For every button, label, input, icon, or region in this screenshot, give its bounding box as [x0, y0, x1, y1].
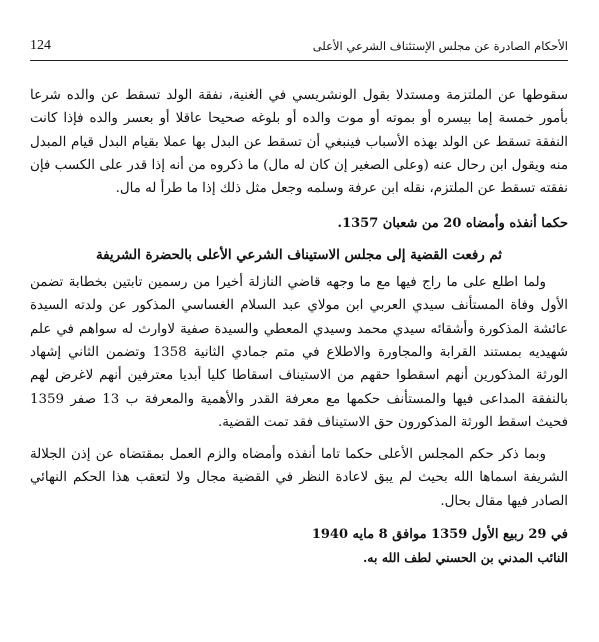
running-title: الأحكام الصادرة عن مجلس الإستئناف الشرعي الأعلى [312, 39, 568, 53]
date-line: في 29 ربيع الأول 1359 موافق 8 مايه 1940 [311, 527, 568, 543]
page-number: 124 [30, 38, 51, 53]
deputy-signature: النائب المدني بن الحسني لطف الله به. [362, 550, 568, 566]
section-heading: ثم رفعت القضية إلى مجلس الاستيناف الشرعي الأعلى بالحضرة الشريفة [95, 246, 502, 263]
paragraph-2: ولما اطلع على ما راج فيها مع ما وجهه قاضي النازلة أخيرا من رسمين تابتين بخطابة تضمن الأول وفاة المستأنف سيدي العربي ابن مولاي عبد السلام الغساسي المذكور عن ولدته السيدة عائشة المذكورة وأشقائه سيدي محمد وسيدي المعطي والسيدة صفية لاوارث له سواهم في علم شهيديه بمستند القرابة والمجاورة والاطلاع في متم جمادي الثانية 1358 وتضمن الثاني إشهاد الورثة المذكورين أنهم اسقطوا حقهم من الاستيناف اسقاطا كليا أبديا معترفين أنهم لاغرض لهم بالنفقة المداعى فيها والمستأنف حكمها مع معرفة القدر والأهمية والمعرفة ب 13 صفر 1359 فحيث اسقط الورثة المذكورون حق الاستيناف فقد تمت القضية. [30, 275, 568, 430]
page-body [30, 84, 568, 570]
verdict-line: حكما أنفذه وأمضاه 20 من شعبان 1357. [337, 216, 568, 232]
header-rule [30, 60, 568, 61]
paragraph-3: وبما ذكر حكم المجلس الأعلى حكما تاما أنفذه وأمضاه والزم العمل بمقتضاه عن إذن الجلالة الشريفة اسماها الله بحيث لم يبق لاعادة النظر في القضية مجال ولا لتعقب هذا الحكم النهائي الصادر فيها مقال بحال. [30, 447, 568, 509]
paragraph-1: سقوطها عن الملتزمة ومستدلا بقول الونشريسي في الغنية، نفقة الولد تسقط عن والده شرعا بأمور خمسة إما بيسره أو بموته أو موت والده أو بلوغه صحيحا عاقلا أو بعسر والده فإذا كانت النفقة تسقط عن الولد بهذه الأسباب فينبغي أن تسقط عن البدل بها عملا بقيام البدل قيام المبدل منه ويقول ابن رحال عنه (وعلى الصغير إن كان له مال) ما ذكروه من أنه إذا قدر على الكسب فإن نفقته تسقط عن الملتزم، نقله ابن عرفة وسلمه وجعل مثل ذلك إذا ما طرأ له مال. [30, 88, 568, 197]
page-header [30, 36, 568, 60]
